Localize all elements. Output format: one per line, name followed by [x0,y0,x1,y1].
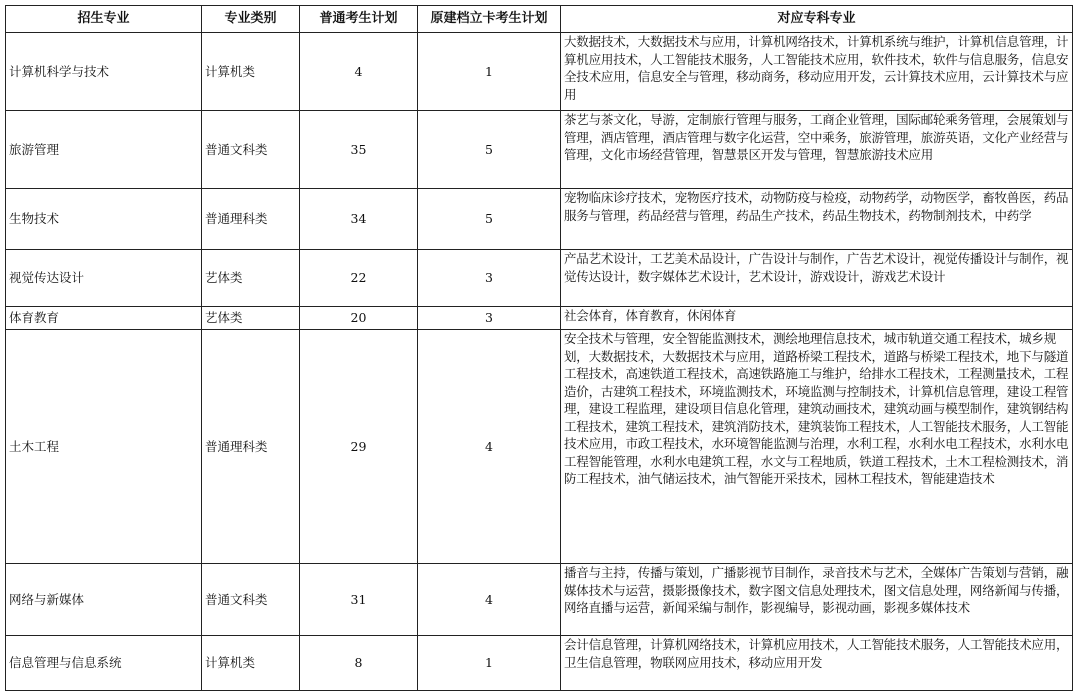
category-cell: 艺体类 [202,307,300,330]
header-related-majors: 对应专科专业 [561,6,1073,33]
major-cell: 计算机科学与技术 [6,33,202,111]
category-cell: 计算机类 [202,636,300,691]
table-row [6,330,1073,564]
major-cell: 视觉传达设计 [6,250,202,307]
related-majors-cell: 社会体育，体育教育，休闲体育 [561,307,1073,330]
category-cell: 普通文科类 [202,564,300,636]
enrollment-plan-table [5,5,1073,691]
special-plan-cell: 3 [418,250,561,307]
table-row [6,33,1073,111]
general-plan-cell: 31 [300,564,418,636]
header-category: 专业类别 [202,6,300,33]
header-general-plan: 普通考生计划 [300,6,418,33]
header-row [6,6,1073,33]
category-cell: 普通理科类 [202,330,300,564]
general-plan-cell: 29 [300,330,418,564]
general-plan-cell: 20 [300,307,418,330]
special-plan-cell: 3 [418,307,561,330]
major-cell: 土木工程 [6,330,202,564]
major-cell: 生物技术 [6,189,202,250]
general-plan-cell: 22 [300,250,418,307]
related-majors-cell: 播音与主持，传播与策划，广播影视节目制作，录音技术与艺术，全媒体广告策划与营销，融媒体技术与运营，摄影摄像技术，数字图文信息处理技术，图文信息处理，网络新闻与传播，网络直播与运营，新闻采编与制作，影视编导，影视动画，影视多媒体技术 [561,564,1073,636]
general-plan-cell: 35 [300,111,418,189]
major-cell: 旅游管理 [6,111,202,189]
related-majors-cell: 大数据技术，大数据技术与应用，计算机网络技术，计算机系统与维护，计算机信息管理，计算机应用技术，人工智能技术服务，人工智能技术应用，软件技术，软件与信息服务，信息安全技术应用，信息安全与管理，移动商务，移动应用开发，云计算技术应用，云计算技术与应用 [561,33,1073,111]
related-majors-cell: 茶艺与茶文化，导游，定制旅行管理与服务，工商企业管理，国际邮轮乘务管理，会展策划与管理，酒店管理，酒店管理与数字化运营，空中乘务，旅游管理，旅游英语，文化产业经营与管理，文化市场经营管理，智慧景区开发与管理，智慧旅游技术应用 [561,111,1073,189]
related-majors-cell: 产品艺术设计，工艺美术品设计，广告设计与制作，广告艺术设计，视觉传播设计与制作，视觉传达设计，数字媒体艺术设计，艺术设计，游戏设计，游戏艺术设计 [561,250,1073,307]
major-cell: 体育教育 [6,307,202,330]
special-plan-cell: 5 [418,189,561,250]
special-plan-cell: 1 [418,33,561,111]
special-plan-cell: 4 [418,330,561,564]
header-major: 招生专业 [6,6,202,33]
category-cell: 普通文科类 [202,111,300,189]
table-row [6,564,1073,636]
table-row [6,111,1073,189]
special-plan-cell: 5 [418,111,561,189]
general-plan-cell: 4 [300,33,418,111]
general-plan-cell: 8 [300,636,418,691]
major-cell: 信息管理与信息系统 [6,636,202,691]
table-row [6,636,1073,691]
related-majors-cell: 宠物临床诊疗技术，宠物医疗技术，动物防疫与检疫，动物药学，动物医学，畜牧兽医，药品服务与管理，药品经营与管理，药品生产技术，药品生物技术，药物制剂技术，中药学 [561,189,1073,250]
major-cell: 网络与新媒体 [6,564,202,636]
special-plan-cell: 1 [418,636,561,691]
category-cell: 普通理科类 [202,189,300,250]
related-majors-cell: 安全技术与管理，安全智能监测技术，测绘地理信息技术，城市轨道交通工程技术，城乡规划，大数据技术，大数据技术与应用，道路桥梁工程技术，道路与桥梁工程技术，地下与隧道工程技术，高速铁道工程技术，高速铁路施工与维护，给排水工程技术，工程测量技术，工程造价，古建筑工程技术，环境监测技术，环境监测与控制技术，计算机信息管理，建设工程管理，建设工程监理，建设项目信息化管理，建筑动画技术，建筑动画与模型制作，建筑钢结构工程技术，建筑工程技术，建筑消防技术，建筑装饰工程技术，人工智能技术服务，人工智能技术应用，市政工程技术，水环境智能监测与治理，水利工程，水利水电工程技术，水利水电工程智能管理，水利水电建筑工程，水文与工程地质，铁道工程技术，土木工程检测技术，消防工程技术，油气储运技术，油气智能开采技术，园林工程技术，智能建造技术 [561,330,1073,564]
header-special-plan: 原建档立卡考生计划 [418,6,561,33]
table-row [6,189,1073,250]
category-cell: 艺体类 [202,250,300,307]
table-row [6,307,1073,330]
table-row [6,250,1073,307]
related-majors-cell: 会计信息管理，计算机网络技术，计算机应用技术，人工智能技术服务，人工智能技术应用，卫生信息管理，物联网应用技术，移动应用开发 [561,636,1073,691]
category-cell: 计算机类 [202,33,300,111]
special-plan-cell: 4 [418,564,561,636]
general-plan-cell: 34 [300,189,418,250]
